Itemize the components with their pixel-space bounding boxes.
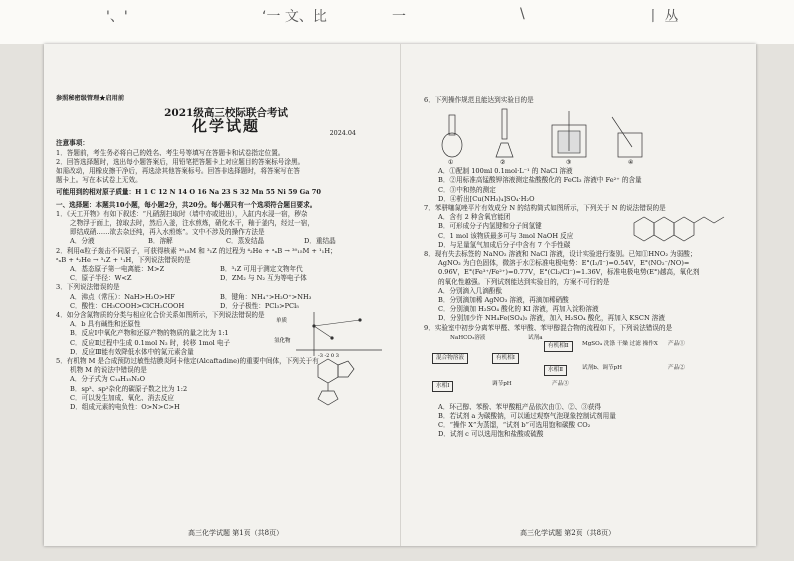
option: D．与足量氢气加成后分子中含有 7 个手性碳: [438, 240, 571, 249]
option: C．原子半径：W<Z: [70, 274, 132, 283]
option: D．分别加少许 NH₄Fe(SO₄)₂ 溶液，加入 H₂SO₄ 酸化，再加入 KSCN 溶液: [438, 314, 665, 323]
question-9: 9．实验室中初步分离苯甲醛、苯甲酸、苯甲醇混合物的流程如下，下列说法错误的是: [424, 323, 673, 332]
left-page-column: [56, 94, 396, 554]
option: B．可形成分子内氢键和分子间氢键: [438, 222, 542, 231]
question-5-line: 5．有机物 M 是合成预防过敏性结膜炎阿卡他定(Alcaftadine)的重要中间体，下列关于有: [56, 357, 319, 366]
molecule-n-structure: [624, 207, 734, 251]
handwriting-mark: 丨 丛: [646, 9, 679, 25]
question-7-block: [424, 213, 764, 250]
option: D．分子极性：PCl₃>PCl₅: [220, 301, 299, 310]
flow-box-water-1: 水相Ⅰ: [432, 381, 453, 392]
option: B．键角：NH₄⁺>H₂O⁺>NH₃: [220, 292, 312, 301]
option: A．b 具有碱性和还原性: [70, 320, 141, 329]
question-3: 3．下列说法错误的是: [56, 283, 120, 292]
option: B．若试剂 a 为碳酸钠，可以通过观察气泡现象控制试剂用量: [438, 412, 616, 421]
section-heading: 一、选择题：本题共10小题，每小题2分，共20分。每小题只有一个选项符合题目要求。: [56, 200, 317, 209]
option: A．基态原子第一电离能：M>Z: [70, 265, 165, 274]
option: D．ZM₂ 与 N₂ 互为等电子体: [220, 274, 307, 283]
question-5-block: [56, 375, 396, 412]
option: B．溶解: [148, 237, 173, 246]
flow-step: 试剂b、调节pH: [582, 364, 623, 371]
flow-product: 产品①: [668, 340, 685, 347]
option: A．环己醇、苯酚、苯甲酸粗产品依次由①、②、③获得: [438, 402, 602, 411]
question-1-line: 之物浮于面上，掠取去时，然后入釜，注水煎炼，硝化水干，釉于釜内，经过一宿，: [70, 219, 314, 228]
lab-apparatus-figures: [432, 107, 662, 165]
flow-box-organic-1: 有机相Ⅰ: [492, 353, 519, 364]
option: B．sp³、sp²杂化的碳原子数之比为 1:2: [70, 384, 188, 393]
figure-label: ③: [566, 159, 572, 166]
option: C．“操作 X”为蒸馏，“试剂 b”可选用饱和碳酸 CO₂: [438, 421, 591, 430]
question-1-options: [56, 237, 396, 246]
option: C．反应Ⅱ过程中生成 0.1mol N₂ 时，转移 1mol 电子: [70, 338, 231, 347]
flow-step: 调节pH: [492, 380, 512, 387]
confidential-label: 参照秘密级管理★启用前: [56, 95, 125, 102]
question-4-options: [56, 320, 261, 357]
flow-reagent: NaHCO₃溶液: [450, 334, 486, 341]
separation-flowchart: [432, 335, 764, 401]
question-1-line: 1．《天工开物》有如下叙述：“凡硝刮扫取时（墙中亦或迸出），入缸内水浸一宿，秽杂: [56, 209, 308, 218]
flow-box-water-2: 水相Ⅱ: [544, 365, 567, 376]
note-line: 题卡上。写在本试卷上无效。: [56, 176, 142, 185]
flow-product: 产品②: [668, 364, 685, 371]
flow-step: MgSO₄ 洗涤 干燥 过滤 操作X: [582, 340, 658, 347]
note-line: 如需改动，用橡皮擦干净后，再选涂其他答案标号。回答非选择题时，将答案写在答: [56, 167, 300, 176]
molecule-m-structure: [306, 351, 366, 409]
option: C．③中和热的测定: [438, 185, 496, 194]
option: D．反应Ⅲ能有效降低水体中的氮元素含量: [70, 347, 194, 356]
diagram-label-elemental: 单质: [276, 318, 288, 325]
question-8-line: 0.96V，E°(Fe³⁺/Fe²⁺)=0.77V，E°(Cl₂/Cl⁻)=1.36V，标准电极电势(E°)越高，氧化剂: [438, 268, 700, 277]
option: C．蒸发结晶: [226, 237, 265, 246]
page-footer: 高三化学试题 第1页（共8页）: [188, 529, 284, 537]
flow-box-mixture: 混合物溶液: [432, 353, 468, 364]
figure-label: ②: [500, 159, 506, 166]
question-4: 4．如分含氮物质的分类与相应化合价关系如图所示，下列说法错误的是: [56, 311, 265, 320]
note-line: 1．答题前，考生务必将自己的姓名、考生号等填写在答题卡和试卷指定位置。: [56, 148, 285, 157]
question-6: 6．下列操作规范且能达到实验目的是: [424, 96, 534, 104]
option: A．①配制 100ml 0.1mol·L⁻¹ 的 NaCl 溶液: [438, 167, 573, 176]
question-1-line: 即结成硝……欲去杂还纯，再入水煎炼”。文中不涉及的操作方法是: [70, 228, 265, 237]
note-line: 2．回答选择题时，选出每小题答案后，用铅笔把答题卡上对应题目的答案标号涂黑。: [56, 157, 305, 166]
right-page-column: [424, 96, 764, 556]
option: B．②用标准高锰酸钾溶液测定盐酸酸化的 FeCl₃ 溶液中 Fe²⁺ 的含量: [438, 176, 642, 185]
diagram-label-hydride: 氢化物: [274, 338, 291, 345]
handwriting-mark: '、': [106, 9, 128, 25]
option: A．分液: [70, 237, 95, 246]
option: B．³₁Z 可用于测定文物年代: [220, 265, 303, 274]
option: D．组成元素的电负性：O>N>C>H: [70, 403, 180, 412]
option: A．含有 2 种含氧官能团: [438, 213, 511, 222]
option: C．可以发生加成、氧化、消去反应: [70, 393, 174, 402]
question-8-line: 8．现有失去标签的 NaNO₂ 溶液和 NaCl 溶液，设计实验进行鉴别。已知①HNO₂ 为弱酸；: [424, 250, 697, 259]
question-7: 7．苯骈噻氮唑平片有效成分 N 的结构简式如图所示，下列关于 N 的说法错误的是: [424, 204, 666, 213]
page-footer: 高三化学试题 第2页（共8页）: [520, 529, 616, 537]
option: B．分别滴加稀 AgNO₃ 溶液，再滴加稀硝酸: [438, 296, 569, 305]
handwriting-mark: 一: [392, 9, 406, 25]
option: D．④析出[Cu(NH₃)₄]SO₄·H₂O: [438, 194, 535, 203]
question-3-options: [56, 293, 396, 311]
handwriting-mark: ‘一 文、比: [262, 9, 327, 25]
handwriting-mark: \: [520, 6, 525, 22]
figure-label: ④: [628, 159, 634, 166]
flow-box-organic-2: 有机相Ⅱ: [544, 341, 573, 352]
subject-title: 化学试题: [191, 117, 260, 136]
top-margin-band: [0, 0, 794, 44]
question-8-line: AgNO₂ 为白色固体，微溶于水②标准电极电势：E°(I₂/I⁻)=0.54V，E°(NO₂⁻/NO)=: [438, 259, 690, 268]
question-2-options: [56, 265, 396, 283]
exam-date: 2024.04: [329, 129, 356, 138]
page-fold-line: [400, 44, 401, 546]
flow-product: 产品③: [552, 380, 569, 387]
question-2-line: ᵃₙB + ⁴₂He → ³₁Z + ¹₁H，下列说法错误的是: [56, 255, 191, 264]
option: A．分子式为 C₁₄H₁₅N₃O: [70, 375, 146, 384]
option: C．分别滴加 H₂SO₄ 酸化的 KI 溶液，再加入淀粉溶液: [438, 305, 599, 314]
question-2-line: 2．利用α粒子轰击不同原子，可获得核素 ³⁰₁₅M 和 ³₁Z 的过程为 ⁴₂He + ᵃₙB → ³⁰₁₅M + ¹₁H；: [56, 246, 337, 255]
figure-label: ①: [448, 159, 454, 166]
subject-row: [56, 117, 396, 138]
notes-title: 注意事项：: [56, 139, 89, 148]
option: C．酸性：CH₃COOH>ClCH₂COOH: [70, 301, 185, 310]
flow-reagent: 试剂a: [528, 334, 543, 341]
question-8-line: 的氧化性越强。下列试剂能达到实验目的，方案不可行的是: [438, 277, 610, 286]
option: D．重结晶: [304, 237, 336, 246]
exam-title: 2021级高三校际联合考试: [164, 107, 288, 120]
option: B．反应Ⅰ中氧化产物和还原产物的物质的量之比为 1:1: [70, 329, 229, 338]
atomic-masses: 可能用到的相对原子质量：H 1 C 12 N 14 O 16 Na 23 S 32 Mn 55 Ni 59 Ga 70: [56, 188, 321, 197]
option: C．1 mol 该物质最多可与 3mol NaOH 反应: [438, 231, 574, 240]
option: A．沸点（常压）：NaH>H₂O>HF: [70, 292, 175, 301]
question-5-line: 机物 M 的说法中错误的是: [70, 366, 147, 375]
diagram-axis-ticks: -3 -2 0 3: [318, 353, 339, 359]
option: D．试剂 c 可以选用饱和盐酸或硫酸: [438, 430, 544, 439]
option: A．分别滴入几滴酚酞: [438, 286, 503, 295]
